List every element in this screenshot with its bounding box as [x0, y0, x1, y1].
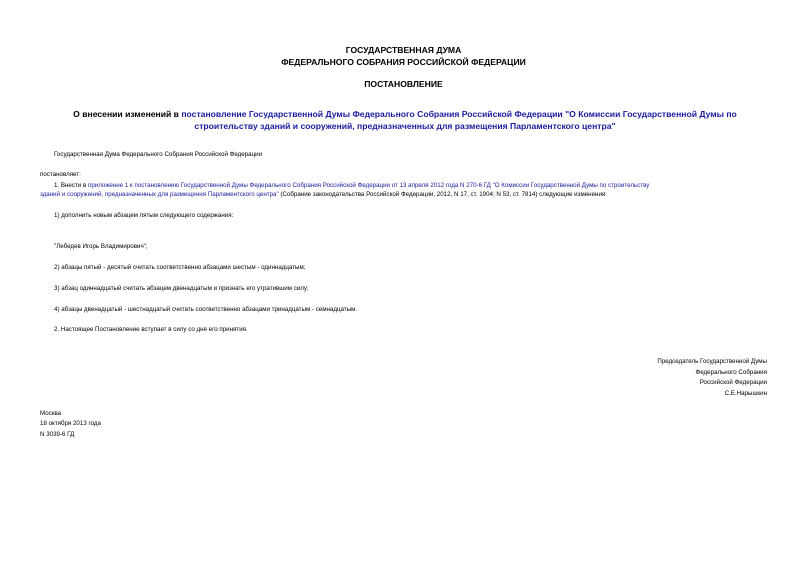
item-1-link-line-1[interactable]: приложение 1 к постановлению Государственной Думы Федерального Собрания Российской Федерации от 13 апреля 2012 года N 270-6 ГД "О Комиссии Государственной Думы по строительству	[87, 182, 650, 189]
item-2: 2. Настоящее Постановление вступает в силу со дня его принятия.	[54, 326, 248, 333]
signature-line-3: Российской Федерации	[699, 379, 767, 386]
header-line-1: ГОСУДАРСТВЕННАЯ ДУМА	[345, 45, 462, 55]
subitem-4: 4) абзацы двенадцатый - шестнадцатый считать соответственно абзацами тринадцатым - семнадцатым.	[54, 306, 358, 313]
title-link-line-2[interactable]: строительству зданий и сооружений, предназначенных для размещения Парламентского центра"	[194, 121, 616, 131]
resolves-text: постановляет:	[40, 171, 81, 178]
document-type: ПОСТАНОВЛЕНИЕ	[364, 79, 443, 89]
item-1-end: (Собрание законодательства Российской Федерации, 2012, N 17, ст. 1904; N 53, ст. 7814) следующие изменения:	[278, 191, 607, 198]
item-1-link-line-2[interactable]: зданий и сооружений, предназначенных для размещения Парламентского центра"	[40, 191, 279, 198]
document-title	[40, 108, 770, 132]
item-1-start: 1. Внести в	[54, 182, 88, 189]
signature-line-2: Федерального Собрания	[695, 369, 767, 376]
title-link-line-1[interactable]: постановление Государственной Думы Федерального Собрания Российской Федерации "О Комиссии Государственной Думы по	[181, 109, 737, 119]
footer-date: 18 октября 2013 года	[40, 420, 101, 427]
subitem-2: 2) абзацы пятый - десятый считать соответственно абзацами шестым - одиннадцатым;	[54, 264, 306, 271]
item-1-line-1	[54, 181, 649, 190]
title-prefix: О внесении изменений в	[73, 109, 182, 119]
quote-text: "Лебедев Игорь Владимирович";	[54, 243, 148, 250]
signature-line-1: Председатель Государственной Думы	[657, 358, 767, 365]
subitem-3: 3) абзац одиннадцатый считать абзацем двенадцатым и признать его утратившим силу;	[54, 285, 309, 292]
item-1-line-2	[40, 190, 607, 199]
footer-city: Москва	[40, 410, 62, 417]
intro-text: Государственная Дума Федерального Собрания Российской Федерации	[54, 151, 263, 158]
footer-number: N 3039-6 ГД	[40, 431, 75, 438]
signature-name: С.Е.Нарышкин	[724, 390, 767, 397]
subitem-1: 1) дополнить новым абзацем пятым следующего содержания:	[54, 212, 234, 219]
header-line-2: ФЕДЕРАЛЬНОГО СОБРАНИЯ РОССИЙСКОЙ ФЕДЕРАЦИИ	[281, 57, 526, 67]
